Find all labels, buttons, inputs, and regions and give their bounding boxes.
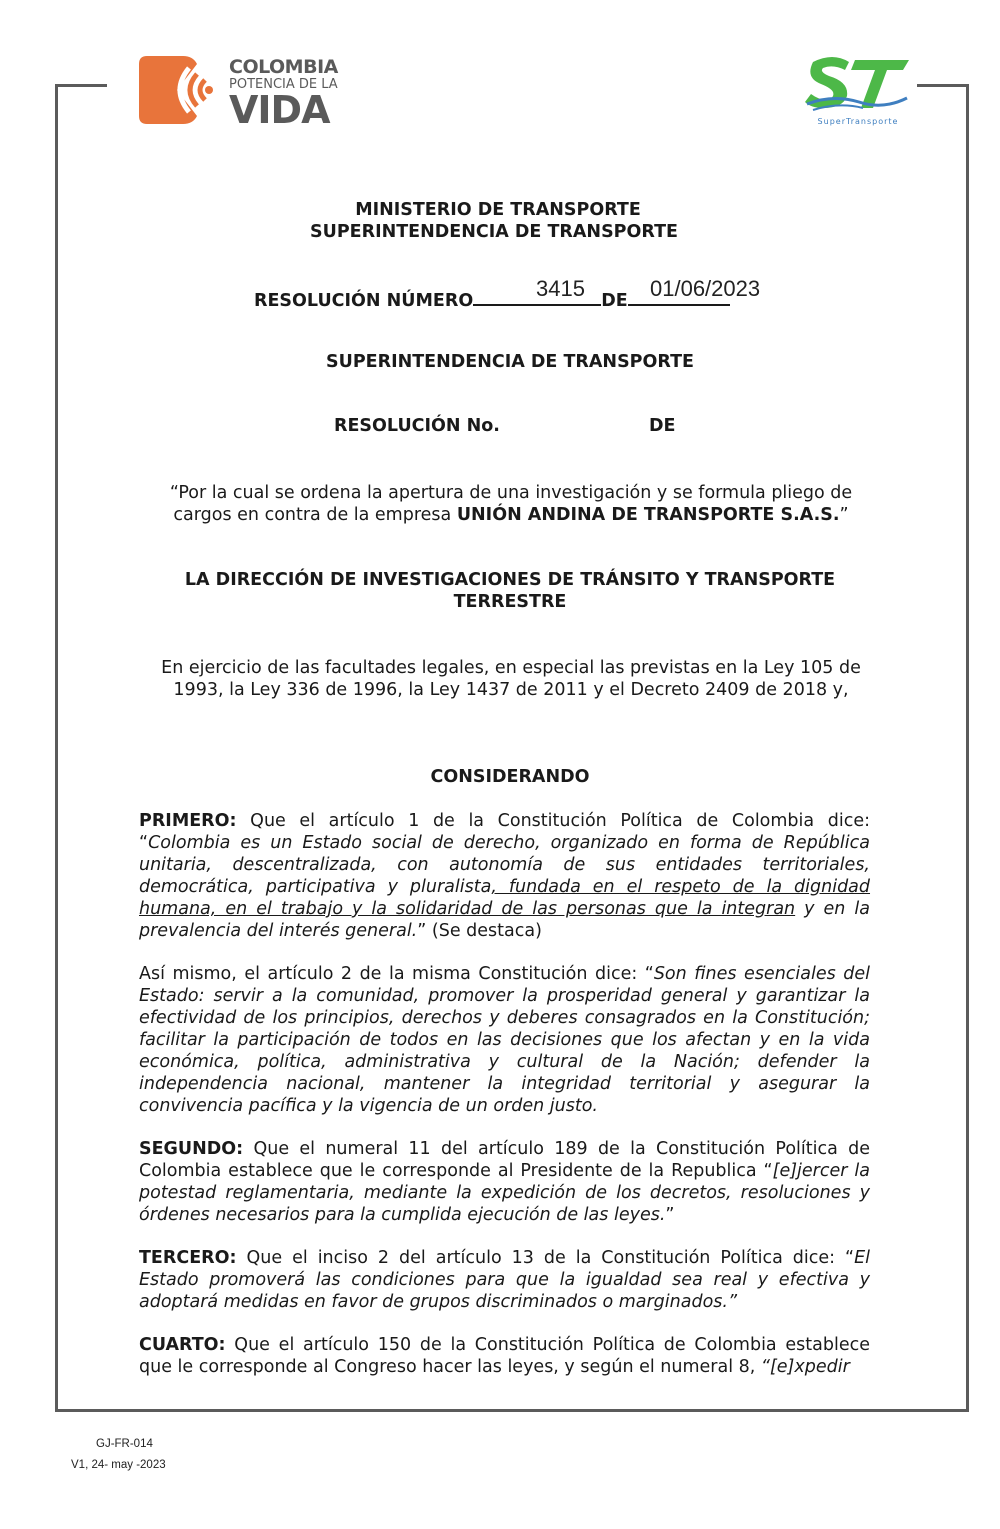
legal-faculties-intro: En ejercicio de las facultades legales, en especial las previstas en la Ley 105 de 1993, la Ley 336 de 1996, la Ley 1437 de 2011 y el Decreto 2409 de 2018 y,	[161, 658, 861, 700]
cuarto-text1: Que el artículo 150 de la Constitución Política de Colombia establece que le corresponde al Congreso hacer las leyes, y según el numeral 8,	[139, 1335, 870, 1377]
segundo-text2: ”	[665, 1205, 675, 1225]
primero-italic1: Colombia es un Estado social de derecho, organizado en forma de República unitaria, descentralizada, con autonomía de sus entidades territoriales, democrática, participativa y pluralista	[139, 833, 870, 897]
paragraph-tercero	[139, 1247, 870, 1313]
logo-potencia-text: POTENCIA DE LA	[229, 77, 338, 92]
direction-title-line1: LA DIRECCIÓN DE INVESTIGACIONES DE TRÁNSITO Y TRANSPORTE	[184, 570, 836, 590]
colombia-potencia-logo	[137, 54, 347, 132]
cuarto-label: CUARTO:	[139, 1335, 226, 1355]
resolution-subject	[150, 482, 872, 526]
logo-vida-text: VIDA	[229, 88, 330, 132]
logo-supertransporte-caption: SuperTransporte	[817, 117, 899, 126]
paragraph-cuarto	[139, 1334, 870, 1378]
direction-title-line2: TERRESTRE	[453, 592, 567, 612]
superintendency-title: SUPERINTENDENCIA DE TRANSPORTE	[310, 222, 678, 242]
segundo-italic: [e]jercer la potestad reglamentaria, mediante la expedición de los decretos, resoluciones y órdenes necesarios para la cumplida ejecución de las leyes.	[139, 1161, 870, 1225]
superintendency-title-2: SUPERINTENDENCIA DE TRANSPORTE	[326, 352, 694, 372]
considerando-heading: CONSIDERANDO	[430, 767, 590, 787]
resolution-no-de-label: DE	[649, 416, 676, 436]
subject-company: UNIÓN ANDINA DE TRANSPORTE S.A.S.	[456, 505, 840, 525]
resolution-no-label: RESOLUCIÓN No.	[334, 416, 500, 436]
subject-text-after: ”	[839, 505, 849, 525]
ministry-title: MINISTERIO DE TRANSPORTE	[355, 200, 641, 220]
footer-version: V1, 24- may -2023	[71, 1459, 166, 1471]
asi-mismo-italic: Son fines esenciales del Estado: servir a la comunidad, promover la prosperidad general y garantizar la efectividad de los principios, derechos y deberes consagrados en la Constitución; facilitar la participación de todos en las decisiones que los afectan y en la vida económica, política, administrativa y cultural de la Nación; defender la independencia nacional, mantener la integridad territorial y asegurar la convivencia pacífica y la vigencia de un orden justo.	[139, 964, 870, 1116]
primero-underlined: , fundada en el respeto de la dignidad humana, en el trabajo y la solidaridad de las personas que la integran	[139, 877, 871, 919]
paragraph-primero	[139, 810, 870, 942]
tercero-label: TERCERO:	[139, 1248, 237, 1268]
primero-text2: ” (Se destaca)	[417, 921, 542, 941]
primero-label: PRIMERO:	[139, 811, 237, 831]
frame-top-left-line	[55, 84, 107, 87]
frame-left-line	[55, 84, 58, 1412]
tercero-text1: Que el inciso 2 del artículo 13 de la Constitución Política dice: “	[236, 1248, 855, 1268]
subject-text-before: “Por la cual se ordena la apertura de una investigación y se formula pliego de cargos en contra de la empresa	[169, 483, 853, 525]
colombia-logo-icon	[137, 54, 217, 126]
frame-right-line	[966, 84, 969, 1412]
resolution-de-label: DE	[601, 291, 628, 311]
tercero-italic: El Estado promoverá las condiciones para que la igualdad sea real y efectiva y adoptará medidas en favor de grupos discriminados o marginados.”	[139, 1248, 870, 1312]
footer-form-code: GJ-FR-014	[96, 1438, 153, 1450]
paragraph-asi-mismo	[139, 963, 870, 1117]
logo-colombia-text: COLOMBIA	[229, 56, 338, 78]
segundo-text1: Que el numeral 11 del artículo 189 de la Constitución Política de Colombia establece que le corresponde al Presidente de la Republica “	[139, 1139, 870, 1181]
resolution-number-label: RESOLUCIÓN NÚMERO	[254, 291, 474, 311]
primero-text1: Que el artículo 1 de la Constitución Política de Colombia dice: “	[139, 811, 870, 853]
cuarto-italic: “[e]xpedir	[760, 1357, 850, 1377]
supertransporte-logo	[803, 54, 913, 130]
st-logo-icon	[803, 54, 913, 116]
paragraph-segundo	[139, 1138, 870, 1226]
frame-top-right-line	[917, 84, 969, 87]
resolution-date-value: 01/06/2023	[650, 276, 761, 301]
asi-mismo-text1: Así mismo, el artículo 2 de la misma Constitución dice: “	[139, 964, 654, 984]
segundo-label: SEGUNDO:	[139, 1139, 244, 1159]
frame-bottom-line	[55, 1409, 969, 1412]
resolution-number-value: 3415	[536, 276, 585, 301]
primero-italic2: y en la prevalencia del interés general.	[139, 899, 870, 941]
